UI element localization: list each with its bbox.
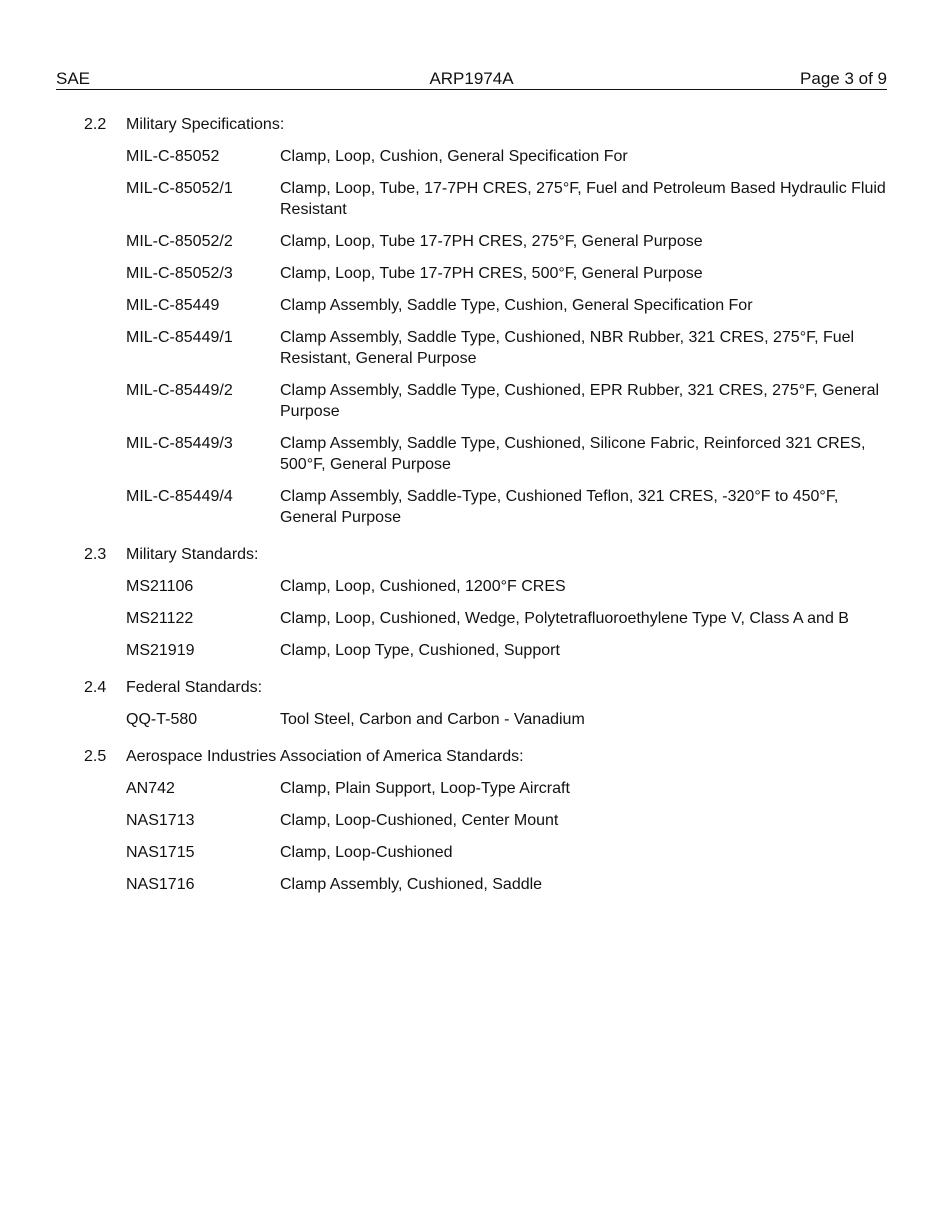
section-number: 2.5 [84, 748, 107, 765]
spec-entry [126, 146, 894, 167]
section-heading [84, 677, 894, 698]
spec-description: Clamp, Loop, Cushion, General Specification For [280, 148, 628, 165]
spec-description: Clamp Assembly, Saddle Type, Cushioned, Silicone Fabric, Reinforced 321 CRES, 500°F, General Purpose [280, 435, 866, 473]
spec-description: Clamp, Plain Support, Loop-Type Aircraft [280, 780, 570, 797]
section [84, 544, 894, 661]
spec-entry [126, 640, 894, 661]
spec-entry [126, 778, 894, 799]
section-title: Military Specifications: [126, 116, 285, 133]
spec-entry [126, 810, 894, 831]
spec-code: MS21919 [126, 642, 195, 659]
section-number: 2.3 [84, 546, 107, 563]
spec-code: MIL-C-85449 [126, 297, 220, 314]
spec-entry [126, 380, 894, 422]
spec-description: Clamp, Loop-Cushioned [280, 844, 453, 861]
spec-entry [126, 842, 894, 863]
section [84, 114, 894, 528]
spec-description: Clamp Assembly, Saddle Type, Cushion, General Specification For [280, 297, 753, 314]
header-org: SAE [56, 69, 91, 88]
section-heading [84, 114, 894, 135]
section-heading [84, 746, 894, 767]
section-number: 2.2 [84, 116, 107, 133]
section-title: Military Standards: [126, 546, 259, 563]
spec-description: Clamp, Loop-Cushioned, Center Mount [280, 812, 559, 829]
spec-entry [126, 576, 894, 597]
spec-description: Clamp, Loop, Cushioned, Wedge, Polytetrafluoroethylene Type V, Class A and B [280, 610, 849, 627]
section [84, 677, 894, 730]
spec-entry [126, 874, 894, 895]
spec-code: MIL-C-85449/3 [126, 435, 233, 452]
spec-entry [126, 263, 894, 284]
page-header [56, 68, 887, 90]
section-title: Federal Standards: [126, 679, 263, 696]
spec-entry [126, 295, 894, 316]
spec-code: MIL-C-85052 [126, 148, 220, 165]
spec-code: AN742 [126, 780, 175, 797]
spec-code: MS21122 [126, 610, 194, 627]
spec-entry [126, 709, 894, 730]
spec-code: NAS1716 [126, 876, 195, 893]
spec-code: MIL-C-85449/4 [126, 488, 233, 505]
spec-description: Clamp, Loop, Tube 17-7PH CRES, 275°F, General Purpose [280, 233, 703, 250]
spec-entry [126, 433, 894, 475]
spec-code: MIL-C-85449/1 [126, 329, 233, 346]
header-doc-number: ARP1974A [429, 69, 514, 88]
spec-description: Clamp, Loop, Tube 17-7PH CRES, 500°F, General Purpose [280, 265, 703, 282]
spec-entry [126, 178, 894, 220]
spec-entry [126, 486, 894, 528]
spec-code: MIL-C-85449/2 [126, 382, 233, 399]
spec-code: NAS1715 [126, 844, 195, 861]
header-page-number: Page 3 of 9 [800, 69, 887, 88]
spec-description: Clamp, Loop, Cushioned, 1200°F CRES [280, 578, 566, 595]
spec-description: Clamp, Loop Type, Cushioned, Support [280, 642, 560, 659]
spec-code: MIL-C-85052/3 [126, 265, 233, 282]
spec-code: NAS1713 [126, 812, 195, 829]
spec-entry [126, 608, 894, 629]
spec-entry [126, 327, 894, 369]
spec-code: MIL-C-85052/2 [126, 233, 233, 250]
section [84, 746, 894, 895]
spec-description: Clamp Assembly, Saddle-Type, Cushioned Teflon, 321 CRES, -320°F to 450°F, General Purpose [280, 488, 839, 526]
spec-code: MIL-C-85052/1 [126, 180, 233, 197]
spec-description: Tool Steel, Carbon and Carbon - Vanadium [280, 711, 585, 728]
spec-description: Clamp Assembly, Saddle Type, Cushioned, EPR Rubber, 321 CRES, 275°F, General Purpose [280, 382, 880, 420]
spec-entry [126, 231, 894, 252]
spec-code: MS21106 [126, 578, 194, 595]
section-heading [84, 544, 894, 565]
document-body [84, 114, 894, 911]
spec-code: QQ-T-580 [126, 711, 198, 728]
spec-description: Clamp Assembly, Saddle Type, Cushioned, NBR Rubber, 321 CRES, 275°F, Fuel Resistant, General Purpose [280, 329, 855, 367]
spec-description: Clamp, Loop, Tube, 17-7PH CRES, 275°F, Fuel and Petroleum Based Hydraulic Fluid Resistant [280, 180, 886, 218]
spec-description: Clamp Assembly, Cushioned, Saddle [280, 876, 543, 893]
section-title: Aerospace Industries Association of America Standards: [126, 748, 524, 765]
section-number: 2.4 [84, 679, 107, 696]
